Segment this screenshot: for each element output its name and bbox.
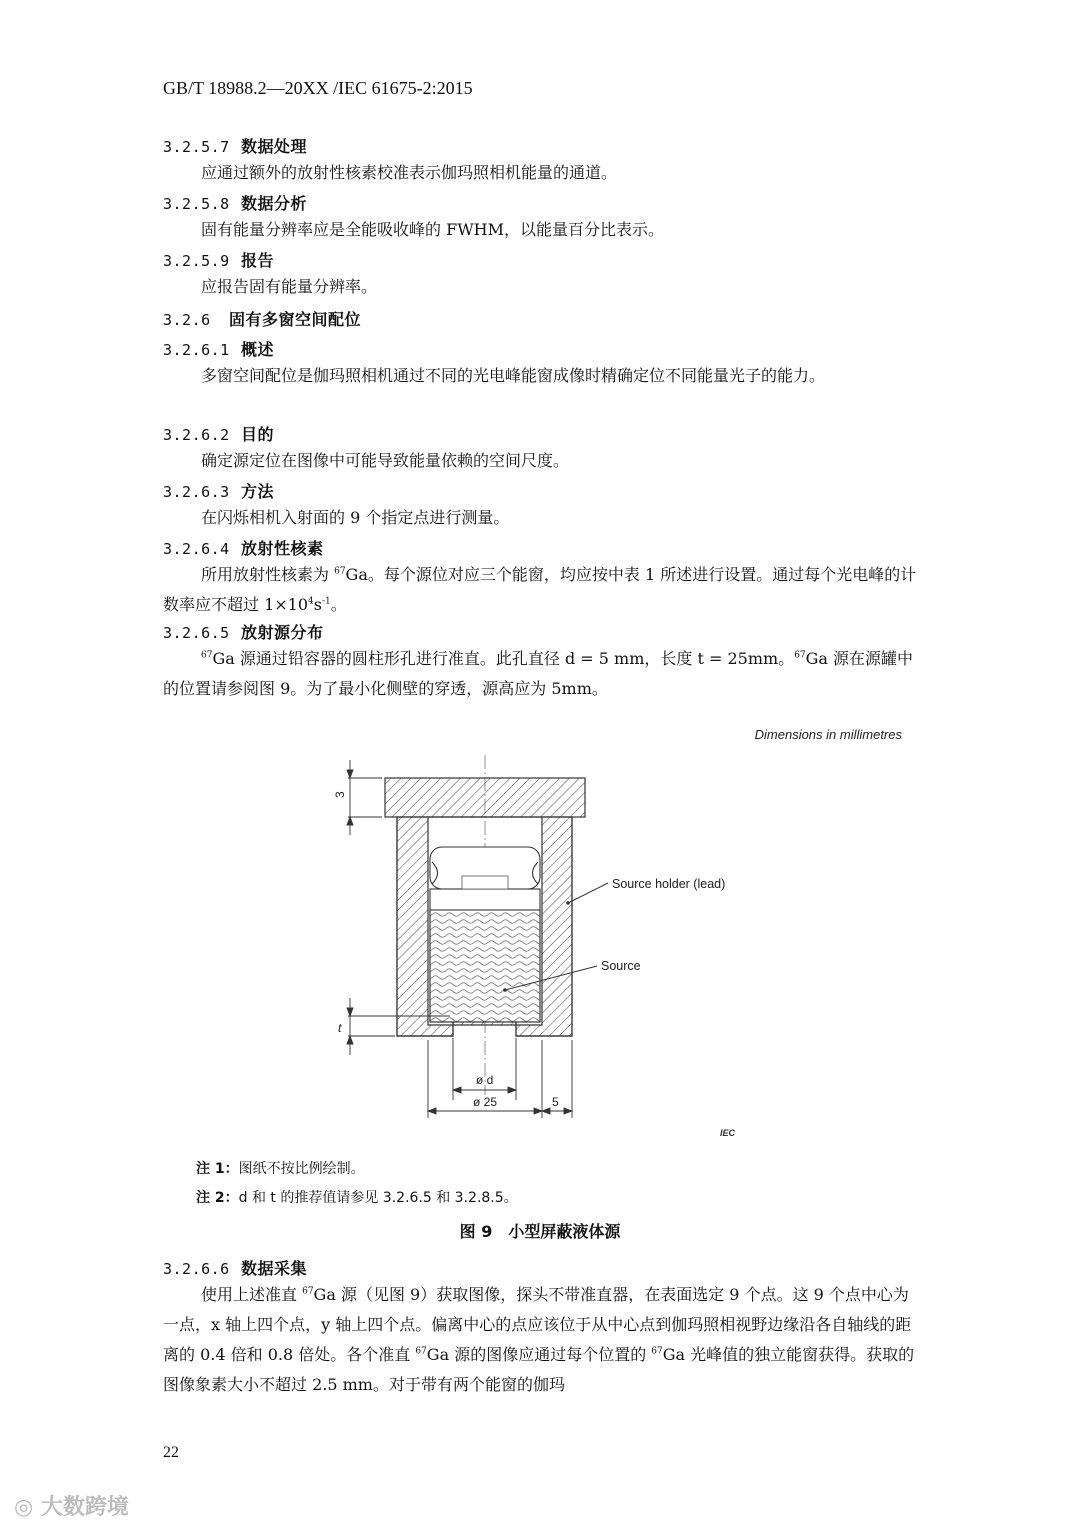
source-label: Source bbox=[601, 959, 641, 973]
iec-label: IEC bbox=[720, 1128, 736, 1138]
paragraph: 多窗空间配位是伽玛照相机通过不同的光电峰能窗成像时精确定位不同能量光子的能力。 bbox=[201, 366, 826, 385]
section-heading: 3.2.6.3 方法 bbox=[163, 482, 275, 501]
dim-5-label: 5 bbox=[552, 1095, 559, 1109]
paragraph: $^{67}$Ga 源通过铅容器的圆柱形孔进行准直。此孔直径 d = 5 mm，长度 t = 25mm。$^{67}$Ga 源在源罐中的位置请参阅图 9。为了最小化侧壁的穿透，源高应为 5mm。 bbox=[163, 649, 914, 698]
figure-note-2: 注 2：d 和 t 的推荐值请参见 3.2.6.5 和 3.2.8.5。 bbox=[196, 1190, 518, 1206]
paragraph: 所用放射性核素为 $^{67}$Ga。每个源位对应三个能窗，均应按中表 1 所述进行设置。通过每个光电峰的计数率应不超过 $1\times 10^4s^{-1}$。 bbox=[163, 565, 917, 614]
watermark-icon: ◎ bbox=[14, 1495, 41, 1520]
watermark: ◎ 大数跨境 bbox=[14, 1495, 129, 1520]
dim-d-label: ø d bbox=[476, 1073, 494, 1087]
holder-label: Source holder (lead) bbox=[612, 877, 726, 891]
section-heading: 3.2.6 固有多窗空间配位 bbox=[163, 310, 362, 329]
holder-leader bbox=[568, 883, 608, 903]
liquid-source bbox=[430, 910, 540, 1022]
page-number: 22 bbox=[163, 1444, 179, 1461]
section-heading: 3.2.6.2 目的 bbox=[163, 425, 275, 444]
dim-3-label: 3 bbox=[333, 791, 347, 798]
paragraph: 应通过额外的放射性核素校准表示伽玛照相机能量的通道。 bbox=[201, 163, 618, 182]
section-heading: 3.2.6.1 概述 bbox=[163, 340, 275, 359]
paragraph: 使用上述准直 $^{67}$Ga 源（见图 9）获取图像，探头不带准直器，在表面选定 9 个点。这 9 个点中心为一点，x 轴上四个点，y 轴上四个点。偏离中心的点应该位于从中心点到伽玛照相视野边缘沿各自轴线的距离的 0.4 倍和 0.8 倍处。各个准直 $^{67}$Ga 源的图像应通过每个位置的 $^{67}$Ga 光峰值的独立能窗获得。获取的图像象素大小不超过 2.5 mm。对于带有两个能窗的伽玛 bbox=[163, 1285, 915, 1394]
source-vial bbox=[430, 847, 540, 1022]
section-heading: 3.2.6.4 放射性核素 bbox=[163, 539, 324, 558]
paragraph: 确定源定位在图像中可能导致能量依赖的空间尺度。 bbox=[201, 451, 570, 470]
dimensions-label: Dimensions in millimetres bbox=[754, 727, 902, 742]
page-header: GB/T 18988.2—20XX /IEC 61675-2:2015 bbox=[163, 78, 473, 98]
dim-25-5 bbox=[428, 1040, 572, 1118]
figure-caption: 图 9 小型屏蔽液体源 bbox=[459, 1222, 621, 1241]
paragraph: 应报告固有能量分辨率。 bbox=[201, 277, 378, 296]
holder-lid bbox=[385, 778, 585, 817]
paragraph: 在闪烁相机入射面的 9 个指定点进行测量。 bbox=[201, 508, 510, 527]
paragraph: 固有能量分辨率应是全能吸收峰的 FWHM，以能量百分比表示。 bbox=[201, 220, 664, 239]
figure-note-1: 注 1：图纸不按比例绘制。 bbox=[196, 1161, 365, 1177]
section-heading: 3.2.5.7 数据处理 bbox=[163, 137, 308, 156]
dim-25-label: ø 25 bbox=[473, 1095, 498, 1109]
section-heading: 3.2.5.8 数据分析 bbox=[163, 194, 308, 213]
source-holder-figure bbox=[320, 750, 760, 1150]
dim-d bbox=[453, 1038, 516, 1100]
section-heading: 3.2.5.9 报告 bbox=[163, 251, 275, 270]
dim-lid-thickness bbox=[347, 760, 382, 835]
section-heading: 3.2.6.6 数据采集 bbox=[163, 1259, 308, 1278]
dim-t-label: t bbox=[338, 1021, 342, 1035]
section-heading: 3.2.6.5 放射源分布 bbox=[163, 623, 324, 642]
